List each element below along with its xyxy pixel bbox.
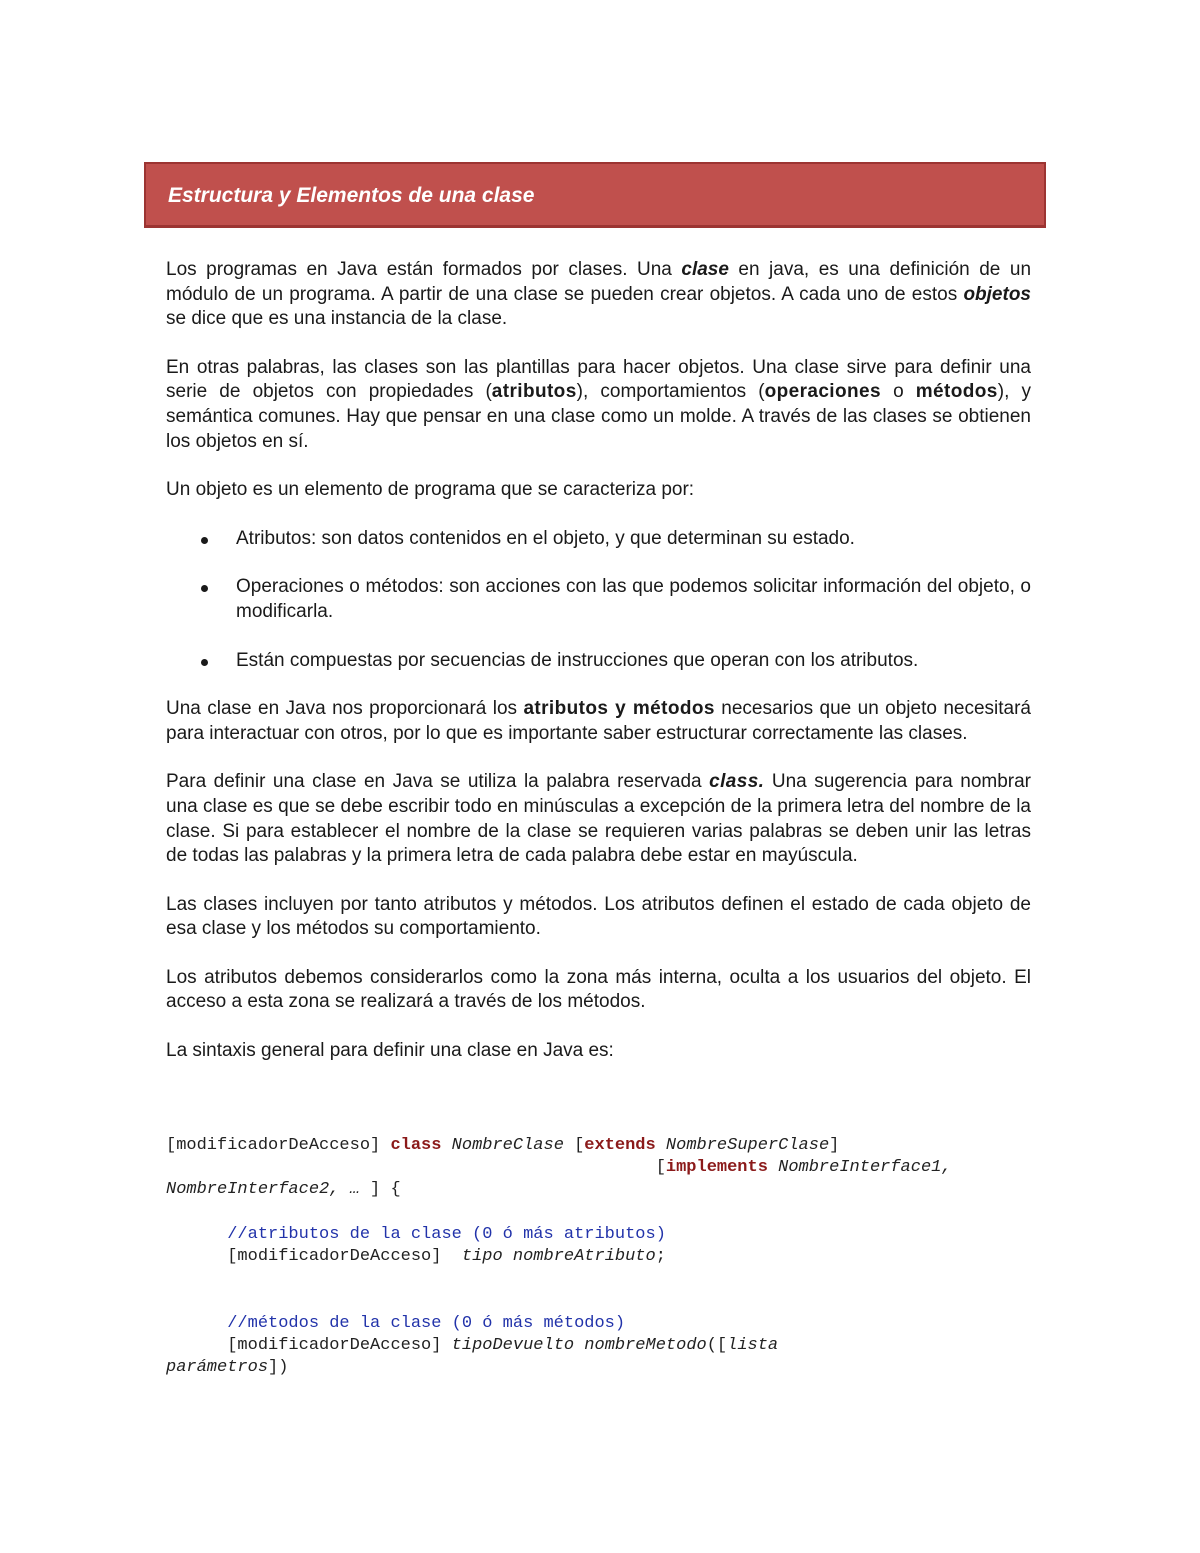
code-token: NombreInterface1, [778, 1158, 952, 1178]
code-token: [modificadorDeAcceso] [166, 1136, 381, 1155]
list-item [166, 527, 1031, 552]
code-token: NombreClase [451, 1136, 564, 1155]
text: ), y semántica comunes. Hay que pensar en una clase como un molde. A través de las clases se obtienen los objetos en sí. [166, 381, 1031, 452]
paragraph-intro [166, 258, 1031, 332]
code-token: ]) [268, 1358, 289, 1378]
term-class: class. [709, 771, 765, 793]
code-token: parámetros [166, 1358, 269, 1378]
paragraph-object-def: Un objeto es un elemento de programa que se caracteriza por: [166, 479, 695, 501]
code-token: tipo [461, 1247, 503, 1267]
bullet-icon [201, 585, 208, 592]
term-atributos: atributos [491, 381, 577, 403]
list-item-text: Atributos: son datos contenidos en el objeto, y que determinan su estado. [236, 527, 855, 549]
paragraph-templates [166, 356, 1031, 454]
paragraph-attributes-methods [166, 697, 1031, 746]
keyword-class: class [390, 1136, 442, 1155]
code-comment: //atributos de la clase (0 ó más atributos) [227, 1224, 666, 1244]
list-item-text: Operaciones o métodos: son acciones con las que podemos solicitar información del objeto, o modificarla. [236, 576, 1031, 622]
term-metodos: métodos [915, 381, 998, 403]
code-block [166, 1135, 1046, 1379]
document-body [166, 258, 1031, 1088]
keyword-extends: extends [584, 1136, 656, 1155]
section-banner [144, 162, 1046, 228]
bullet-icon [201, 537, 208, 544]
code-token: [modificadorDeAcceso] [227, 1247, 442, 1267]
code-token: tipoDevuelto [451, 1335, 575, 1355]
text: o [880, 381, 916, 403]
code-token: ([ [706, 1335, 728, 1355]
text: necesarios que un objeto necesitará para interactuar con otros, por lo que es importante saber estructurar correctamente las clases. [166, 698, 1031, 744]
text: en java, es una definición de un módulo de un programa. A partir de una clase se pueden crear objetos. A cada uno de estos [166, 259, 1032, 305]
code-token: [modificadorDeAcceso] [227, 1335, 442, 1355]
text: Los programas en Java están formados por clases. Una [166, 259, 682, 280]
paragraph-internal-zone: Los atributos debemos considerarlos como la zona más interna, oculta a los usuarios del objeto. El acceso a esta zona se realizará a través de los métodos. [166, 966, 1031, 1013]
characteristics-list [166, 527, 1031, 673]
paragraph-includes: Las clases incluyen por tanto atributos y métodos. Los atributos definen el estado de cada objeto de esa clase y los métodos su comportamiento. [166, 893, 1031, 940]
paragraph-syntax-intro: La sintaxis general para definir una clase en Java es: [166, 1040, 614, 1062]
bullet-icon [201, 659, 208, 666]
code-token: [ [574, 1136, 585, 1155]
term-operaciones: operaciones [764, 381, 881, 403]
text: Para definir una clase en Java se utiliza la palabra reservada [166, 771, 710, 793]
code-token: lista [727, 1335, 779, 1355]
term-clase: clase [681, 259, 729, 280]
code-token: NombreInterface2, … [166, 1180, 360, 1200]
paragraph-class-keyword [166, 770, 1031, 868]
code-token: ] { [359, 1180, 401, 1200]
section-title: Estructura y Elementos de una clase [168, 184, 535, 207]
code-token: ; [655, 1247, 666, 1267]
text: Una clase en Java nos proporcionará los [166, 698, 524, 720]
keyword-implements: implements [665, 1158, 768, 1178]
code-token: nombreMetodo [584, 1335, 707, 1355]
term-objetos: objetos [963, 283, 1031, 305]
code-token: nombreAtributo [512, 1247, 656, 1267]
text: se dice que es una instancia de la clase. [166, 308, 508, 330]
code-token: ] [829, 1136, 840, 1155]
code-token: NombreSuperClase [665, 1136, 830, 1155]
list-item [166, 575, 1031, 624]
text: ), comportamientos ( [576, 381, 765, 403]
list-item [166, 649, 1031, 674]
text: Una sugerencia para nombrar una clase es que se debe escribir todo en minúsculas a excepción de la primera letra del nombre de la clase. Si para establecer el nombre de la clase se requieren varias palabras se deben unir las letras de todas las palabras y la primera letra de cada palabra debe estar en mayúscula. [166, 771, 1032, 867]
term-atributos-metodos: atributos y métodos [523, 698, 715, 720]
code-token: [ [655, 1158, 666, 1178]
text: En otras palabras, las clases son las plantillas para hacer objetos. Una clase sirve para definir una serie de objetos con propiedades ( [166, 356, 1031, 403]
code-comment: //métodos de la clase (0 ó más métodos) [227, 1313, 626, 1333]
list-item-text: Están compuestas por secuencias de instrucciones que operan con los atributos. [236, 649, 919, 671]
